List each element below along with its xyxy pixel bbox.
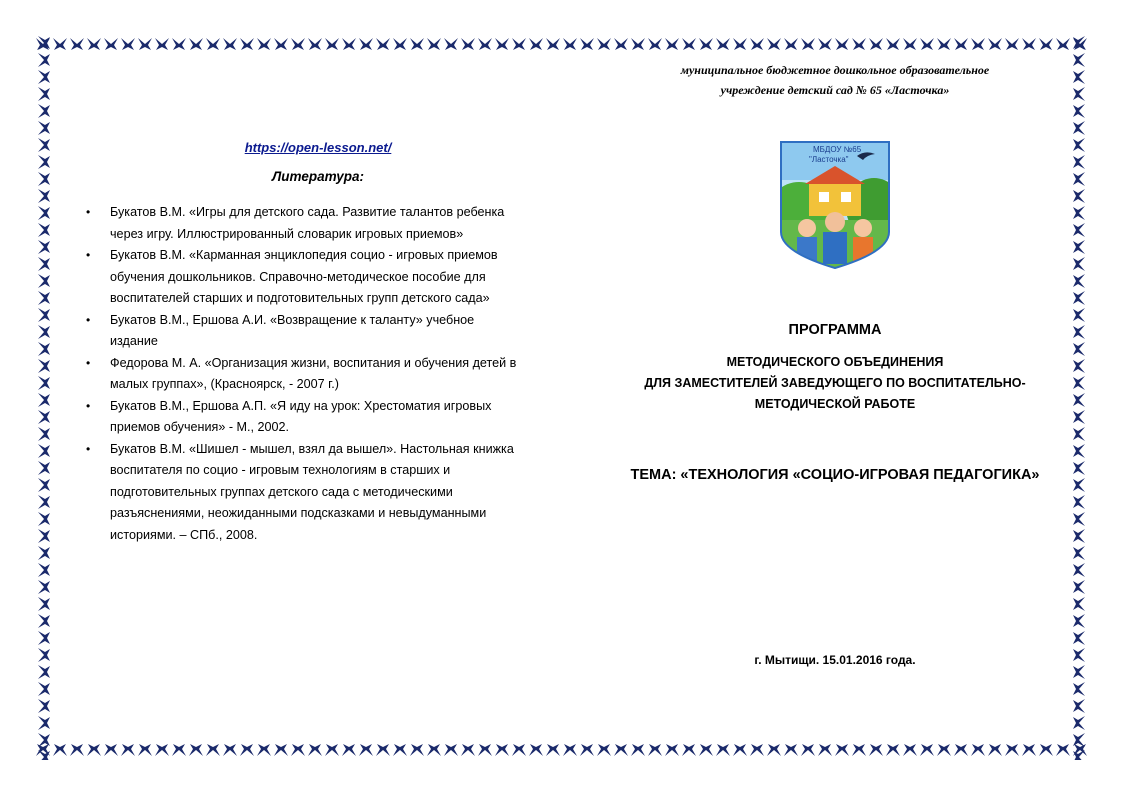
border-bird-icon [38, 699, 50, 713]
border-bird-icon [784, 38, 798, 50]
border-bird-icon [1073, 376, 1085, 390]
border-bird-icon [886, 744, 900, 756]
border-bird-icon [1073, 699, 1085, 713]
border-bird-icon [38, 325, 50, 339]
border-bird-icon [801, 744, 815, 756]
reference-line: воспитателей старших и подготовительных групп детского сада» [110, 291, 490, 305]
border-bird-icon [580, 38, 594, 50]
border-bird-icon [376, 38, 390, 50]
reference-item [80, 396, 540, 439]
border-bird-icon [38, 138, 50, 152]
border-bird-icon [733, 744, 747, 756]
border-bird-icon [223, 744, 237, 756]
border-bird-icon [1073, 104, 1085, 118]
border-bird-icon [38, 104, 50, 118]
border-bird-icon [716, 38, 730, 50]
border-bird-icon [1073, 308, 1085, 322]
bullet-icon: • [86, 248, 91, 262]
border-bird-icon [1073, 155, 1085, 169]
border-bird-icon [1073, 444, 1085, 458]
border-bird-icon [801, 38, 815, 50]
border-bird-icon [427, 744, 441, 756]
border-bird-icon [410, 38, 424, 50]
border-bird-icon [495, 744, 509, 756]
border-bird-icon [835, 744, 849, 756]
logo-text-2: "Ласточка" [809, 155, 849, 164]
border-bird-icon [903, 744, 917, 756]
border-bird-icon [1073, 512, 1085, 526]
border-bird-icon [189, 744, 203, 756]
border-bird-icon [1073, 53, 1085, 67]
bullet-icon: • [86, 205, 91, 219]
border-bird-icon [818, 38, 832, 50]
border-bird-icon [38, 750, 50, 760]
border-bird-icon [597, 38, 611, 50]
border-bird-icon [38, 274, 50, 288]
border-bird-icon [988, 744, 1002, 756]
border-bird-icon [274, 744, 288, 756]
reference-item [80, 353, 540, 396]
bullet-icon: • [86, 312, 91, 327]
border-bird-icon [240, 744, 254, 756]
border-bird-icon [937, 38, 951, 50]
border-bird-icon [38, 478, 50, 492]
border-bird-icon [155, 38, 169, 50]
border-bird-icon [308, 38, 322, 50]
border-bird-icon [1073, 648, 1085, 662]
border-bird-icon [1039, 38, 1053, 50]
border-bird-icon [1073, 70, 1085, 84]
border-bird-icon [38, 53, 50, 67]
border-bird-icon [38, 189, 50, 203]
border-bird-icon [240, 38, 254, 50]
border-bird-icon [767, 744, 781, 756]
border-bird-icon [1073, 206, 1085, 220]
border-bird-icon [325, 38, 339, 50]
institution-name [600, 60, 1070, 100]
reference-line: малых группах», (Красноярск, - 2007 г.) [110, 377, 339, 391]
border-bird-icon [38, 121, 50, 135]
border-bird-icon [38, 427, 50, 441]
border-bird-icon [308, 744, 322, 756]
border-bird-icon [38, 665, 50, 679]
border-bird-icon [1073, 172, 1085, 186]
border-bird-icon [1073, 427, 1085, 441]
border-bird-icon [869, 744, 883, 756]
border-bird-icon [682, 744, 696, 756]
border-bird-icon [257, 744, 271, 756]
border-bird-icon [189, 38, 203, 50]
reference-line: историями. – СПб., 2008. [110, 527, 258, 542]
border-bird-icon [70, 38, 84, 50]
border-bird-icon [70, 744, 84, 756]
reference-line: приемов обучения» - М., 2002. [110, 420, 290, 434]
border-bird-icon [38, 512, 50, 526]
border-bird-icon [512, 744, 526, 756]
border-bird-icon [699, 744, 713, 756]
border-bird-icon [1073, 240, 1085, 254]
border-bird-icon [1073, 121, 1085, 135]
border-bird-icon [1073, 223, 1085, 237]
border-bird-icon [325, 744, 339, 756]
border-bird-icon [121, 38, 135, 50]
border-bird-icon [495, 38, 509, 50]
border-bird-icon [478, 38, 492, 50]
border-bird-icon [1073, 495, 1085, 509]
border-bird-icon [38, 580, 50, 594]
border-bird-icon [1073, 478, 1085, 492]
border-bird-icon [121, 744, 135, 756]
border-bird-icon [38, 682, 50, 696]
border-bird-icon [1005, 744, 1019, 756]
border-bird-icon [53, 744, 67, 756]
border-bird-icon [665, 744, 679, 756]
border-bird-icon [1073, 563, 1085, 577]
border-bird-icon [920, 744, 934, 756]
border-bird-icon [937, 744, 951, 756]
border-bird-icon [38, 308, 50, 322]
border-bird-icon [869, 38, 883, 50]
border-bird-icon [716, 744, 730, 756]
border-bird-icon [38, 597, 50, 611]
border-bird-icon [359, 744, 373, 756]
literature-section [80, 140, 540, 546]
border-bird-icon [342, 744, 356, 756]
border-bird-icon [1073, 597, 1085, 611]
border-bird-icon [461, 744, 475, 756]
border-bird-icon [1073, 189, 1085, 203]
border-bird-icon [1022, 38, 1036, 50]
border-bird-icon [546, 744, 560, 756]
border-bird-icon [38, 444, 50, 458]
border-bird-icon [38, 155, 50, 169]
reference-line: обучения дошкольников. Справочно-методическое пособие для [110, 269, 486, 284]
border-top [34, 34, 1089, 52]
border-bird-icon [1073, 325, 1085, 339]
title-section [600, 60, 1070, 667]
theme-title: ТЕМА: «ТЕХНОЛОГИЯ «СОЦИО-ИГРОВАЯ ПЕДАГОГИКА» [630, 467, 1040, 483]
bullet-icon: • [86, 355, 91, 370]
border-bird-icon [1073, 546, 1085, 560]
border-bird-icon [38, 546, 50, 560]
border-bird-icon [38, 87, 50, 101]
reference-item [80, 310, 540, 353]
border-bird-icon [886, 38, 900, 50]
border-bird-icon [699, 38, 713, 50]
border-bird-icon [104, 744, 118, 756]
border-bird-icon [529, 744, 543, 756]
border-bird-icon [38, 240, 50, 254]
border-bird-icon [1056, 38, 1070, 50]
border-bird-icon [563, 744, 577, 756]
border-bird-icon [988, 38, 1002, 50]
border-bird-icon [1073, 359, 1085, 373]
border-bottom [34, 742, 1089, 760]
bullet-icon: • [86, 441, 91, 456]
border-bird-icon [529, 38, 543, 50]
border-bird-icon [648, 38, 662, 50]
program-subtitle-line-3: МЕТОДИЧЕСКОЙ РАБОТЕ [754, 397, 916, 411]
border-bird-icon [1073, 342, 1085, 356]
border-bird-icon [427, 38, 441, 50]
institution-line-2: учреждение детский сад № 65 «Ласточка» [720, 83, 950, 97]
border-bird-icon [546, 38, 560, 50]
border-bird-icon [1073, 138, 1085, 152]
border-bird-icon [38, 563, 50, 577]
border-bird-icon [38, 648, 50, 662]
border-bird-icon [444, 744, 458, 756]
border-bird-icon [971, 38, 985, 50]
bullet-icon: • [86, 398, 91, 413]
border-bird-icon [665, 38, 679, 50]
border-bird-icon [376, 744, 390, 756]
border-bird-icon [38, 529, 50, 543]
kindergarten-logo [779, 140, 891, 270]
border-right [1071, 34, 1089, 760]
program-title: ПРОГРАММА [788, 322, 882, 338]
border-bird-icon [1073, 291, 1085, 305]
border-bird-icon [1073, 461, 1085, 475]
border-bird-icon [38, 716, 50, 730]
border-bird-icon [971, 744, 985, 756]
border-bird-icon [563, 38, 577, 50]
literature-heading: Литература: [271, 169, 365, 184]
border-bird-icon [359, 38, 373, 50]
border-bird-icon [1073, 682, 1085, 696]
border-bird-icon [393, 38, 407, 50]
border-bird-icon [1056, 744, 1070, 756]
border-bird-icon [38, 342, 50, 356]
border-bird-icon [784, 744, 798, 756]
border-bird-icon [38, 223, 50, 237]
border-bird-icon [38, 291, 50, 305]
border-bird-icon [818, 744, 832, 756]
border-bird-icon [903, 38, 917, 50]
border-bird-icon [852, 38, 866, 50]
border-bird-icon [1073, 393, 1085, 407]
border-bird-icon [206, 38, 220, 50]
border-bird-icon [920, 38, 934, 50]
border-bird-icon [750, 38, 764, 50]
reference-line: разъяснениями, неожиданными подсказками и невыдуманными [110, 506, 487, 520]
border-bird-icon [954, 38, 968, 50]
border-bird-icon [444, 38, 458, 50]
reference-line: Букатов В.М., Ершова А.И. «Возвращение к таланту» учебное [110, 312, 475, 327]
border-bird-icon [852, 744, 866, 756]
border-bird-icon [1073, 36, 1085, 50]
reference-list [80, 202, 540, 546]
program-subtitle [600, 352, 1070, 415]
border-bird-icon [461, 38, 475, 50]
border-bird-icon [38, 206, 50, 220]
border-bird-icon [1073, 733, 1085, 747]
border-bird-icon [87, 744, 101, 756]
border-bird-icon [597, 744, 611, 756]
border-bird-icon [648, 744, 662, 756]
border-bird-icon [53, 38, 67, 50]
border-bird-icon [1039, 744, 1053, 756]
city-date: г. Мытищи. 15.01.2016 года. [754, 653, 916, 667]
border-bird-icon [410, 744, 424, 756]
border-bird-icon [274, 38, 288, 50]
border-bird-icon [1073, 580, 1085, 594]
border-bird-icon [38, 410, 50, 424]
reference-item [80, 245, 540, 310]
border-bird-icon [614, 38, 628, 50]
reference-line: подготовительных группах детского сада с методическими [110, 484, 453, 499]
border-bird-icon [38, 36, 50, 50]
border-bird-icon [38, 172, 50, 186]
reference-item [80, 202, 540, 245]
border-bird-icon [954, 744, 968, 756]
border-bird-icon [1073, 87, 1085, 101]
border-bird-icon [172, 38, 186, 50]
reference-line: Букатов В.М. «Игры для детского сада. Развитие талантов ребенка [110, 205, 505, 219]
border-bird-icon [38, 614, 50, 628]
border-bird-icon [1022, 744, 1036, 756]
border-bird-icon [257, 38, 271, 50]
border-bird-icon [291, 744, 305, 756]
border-bird-icon [155, 744, 169, 756]
border-bird-icon [1073, 665, 1085, 679]
border-bird-icon [478, 744, 492, 756]
border-bird-icon [206, 744, 220, 756]
border-bird-icon [750, 744, 764, 756]
border-bird-icon [393, 744, 407, 756]
border-bird-icon [835, 38, 849, 50]
border-bird-icon [1073, 410, 1085, 424]
institution-line-1: муниципальное бюджетное дошкольное образовательное [680, 63, 990, 77]
border-bird-icon [38, 70, 50, 84]
border-bird-icon [733, 38, 747, 50]
border-bird-icon [38, 359, 50, 373]
border-left [34, 34, 52, 760]
border-bird-icon [1073, 750, 1085, 760]
border-bird-icon [1073, 529, 1085, 543]
border-bird-icon [138, 38, 152, 50]
reference-line: Букатов В.М., Ершова А.П. «Я иду на урок: Хрестоматия игровых [110, 398, 492, 413]
border-bird-icon [291, 38, 305, 50]
border-bird-icon [38, 393, 50, 407]
border-bird-icon [38, 495, 50, 509]
program-subtitle-line-2: ДЛЯ ЗАМЕСТИТЕЛЕЙ ЗАВЕДУЮЩЕГО ПО ВОСПИТАТЕЛЬНО- [644, 376, 1026, 390]
reference-line: Федорова М. А. «Организация жизни, воспитания и обучения детей в [110, 355, 517, 370]
border-bird-icon [38, 257, 50, 271]
border-bird-icon [342, 38, 356, 50]
border-bird-icon [767, 38, 781, 50]
border-bird-icon [512, 38, 526, 50]
border-bird-icon [1005, 38, 1019, 50]
reference-line: через игру. Иллюстрированный словарик игровых приемов» [110, 226, 464, 241]
reference-line: издание [110, 334, 158, 348]
border-bird-icon [38, 631, 50, 645]
border-bird-icon [38, 376, 50, 390]
border-bird-icon [682, 38, 696, 50]
border-bird-icon [104, 38, 118, 50]
border-bird-icon [1073, 274, 1085, 288]
program-subtitle-line-1: МЕТОДИЧЕСКОГО ОБЪЕДИНЕНИЯ [726, 355, 944, 369]
border-bird-icon [87, 38, 101, 50]
border-bird-icon [580, 744, 594, 756]
border-bird-icon [1073, 257, 1085, 271]
border-bird-icon [223, 38, 237, 50]
border-bird-icon [1073, 631, 1085, 645]
border-bird-icon [1073, 614, 1085, 628]
site-link[interactable]: https://open-lesson.net/ [244, 140, 392, 155]
logo-text-1: МБДОУ №65 [813, 145, 862, 154]
border-bird-icon [138, 744, 152, 756]
border-bird-icon [1073, 716, 1085, 730]
logo-emblem [779, 140, 891, 270]
border-bird-icon [631, 744, 645, 756]
border-bird-icon [172, 744, 186, 756]
reference-line: Букатов В.М. «Шишел - мышел, взял да вышел». Настольная книжка [110, 441, 514, 456]
reference-line: Букатов В.М. «Карманная энциклопедия социо - игровых приемов [110, 248, 498, 262]
border-bird-icon [38, 461, 50, 475]
reference-line: воспитателя по социо - игровым технологиям в старших и [110, 463, 451, 477]
border-bird-icon [631, 38, 645, 50]
border-bird-icon [614, 744, 628, 756]
border-bird-icon [38, 733, 50, 747]
reference-item [80, 439, 540, 547]
